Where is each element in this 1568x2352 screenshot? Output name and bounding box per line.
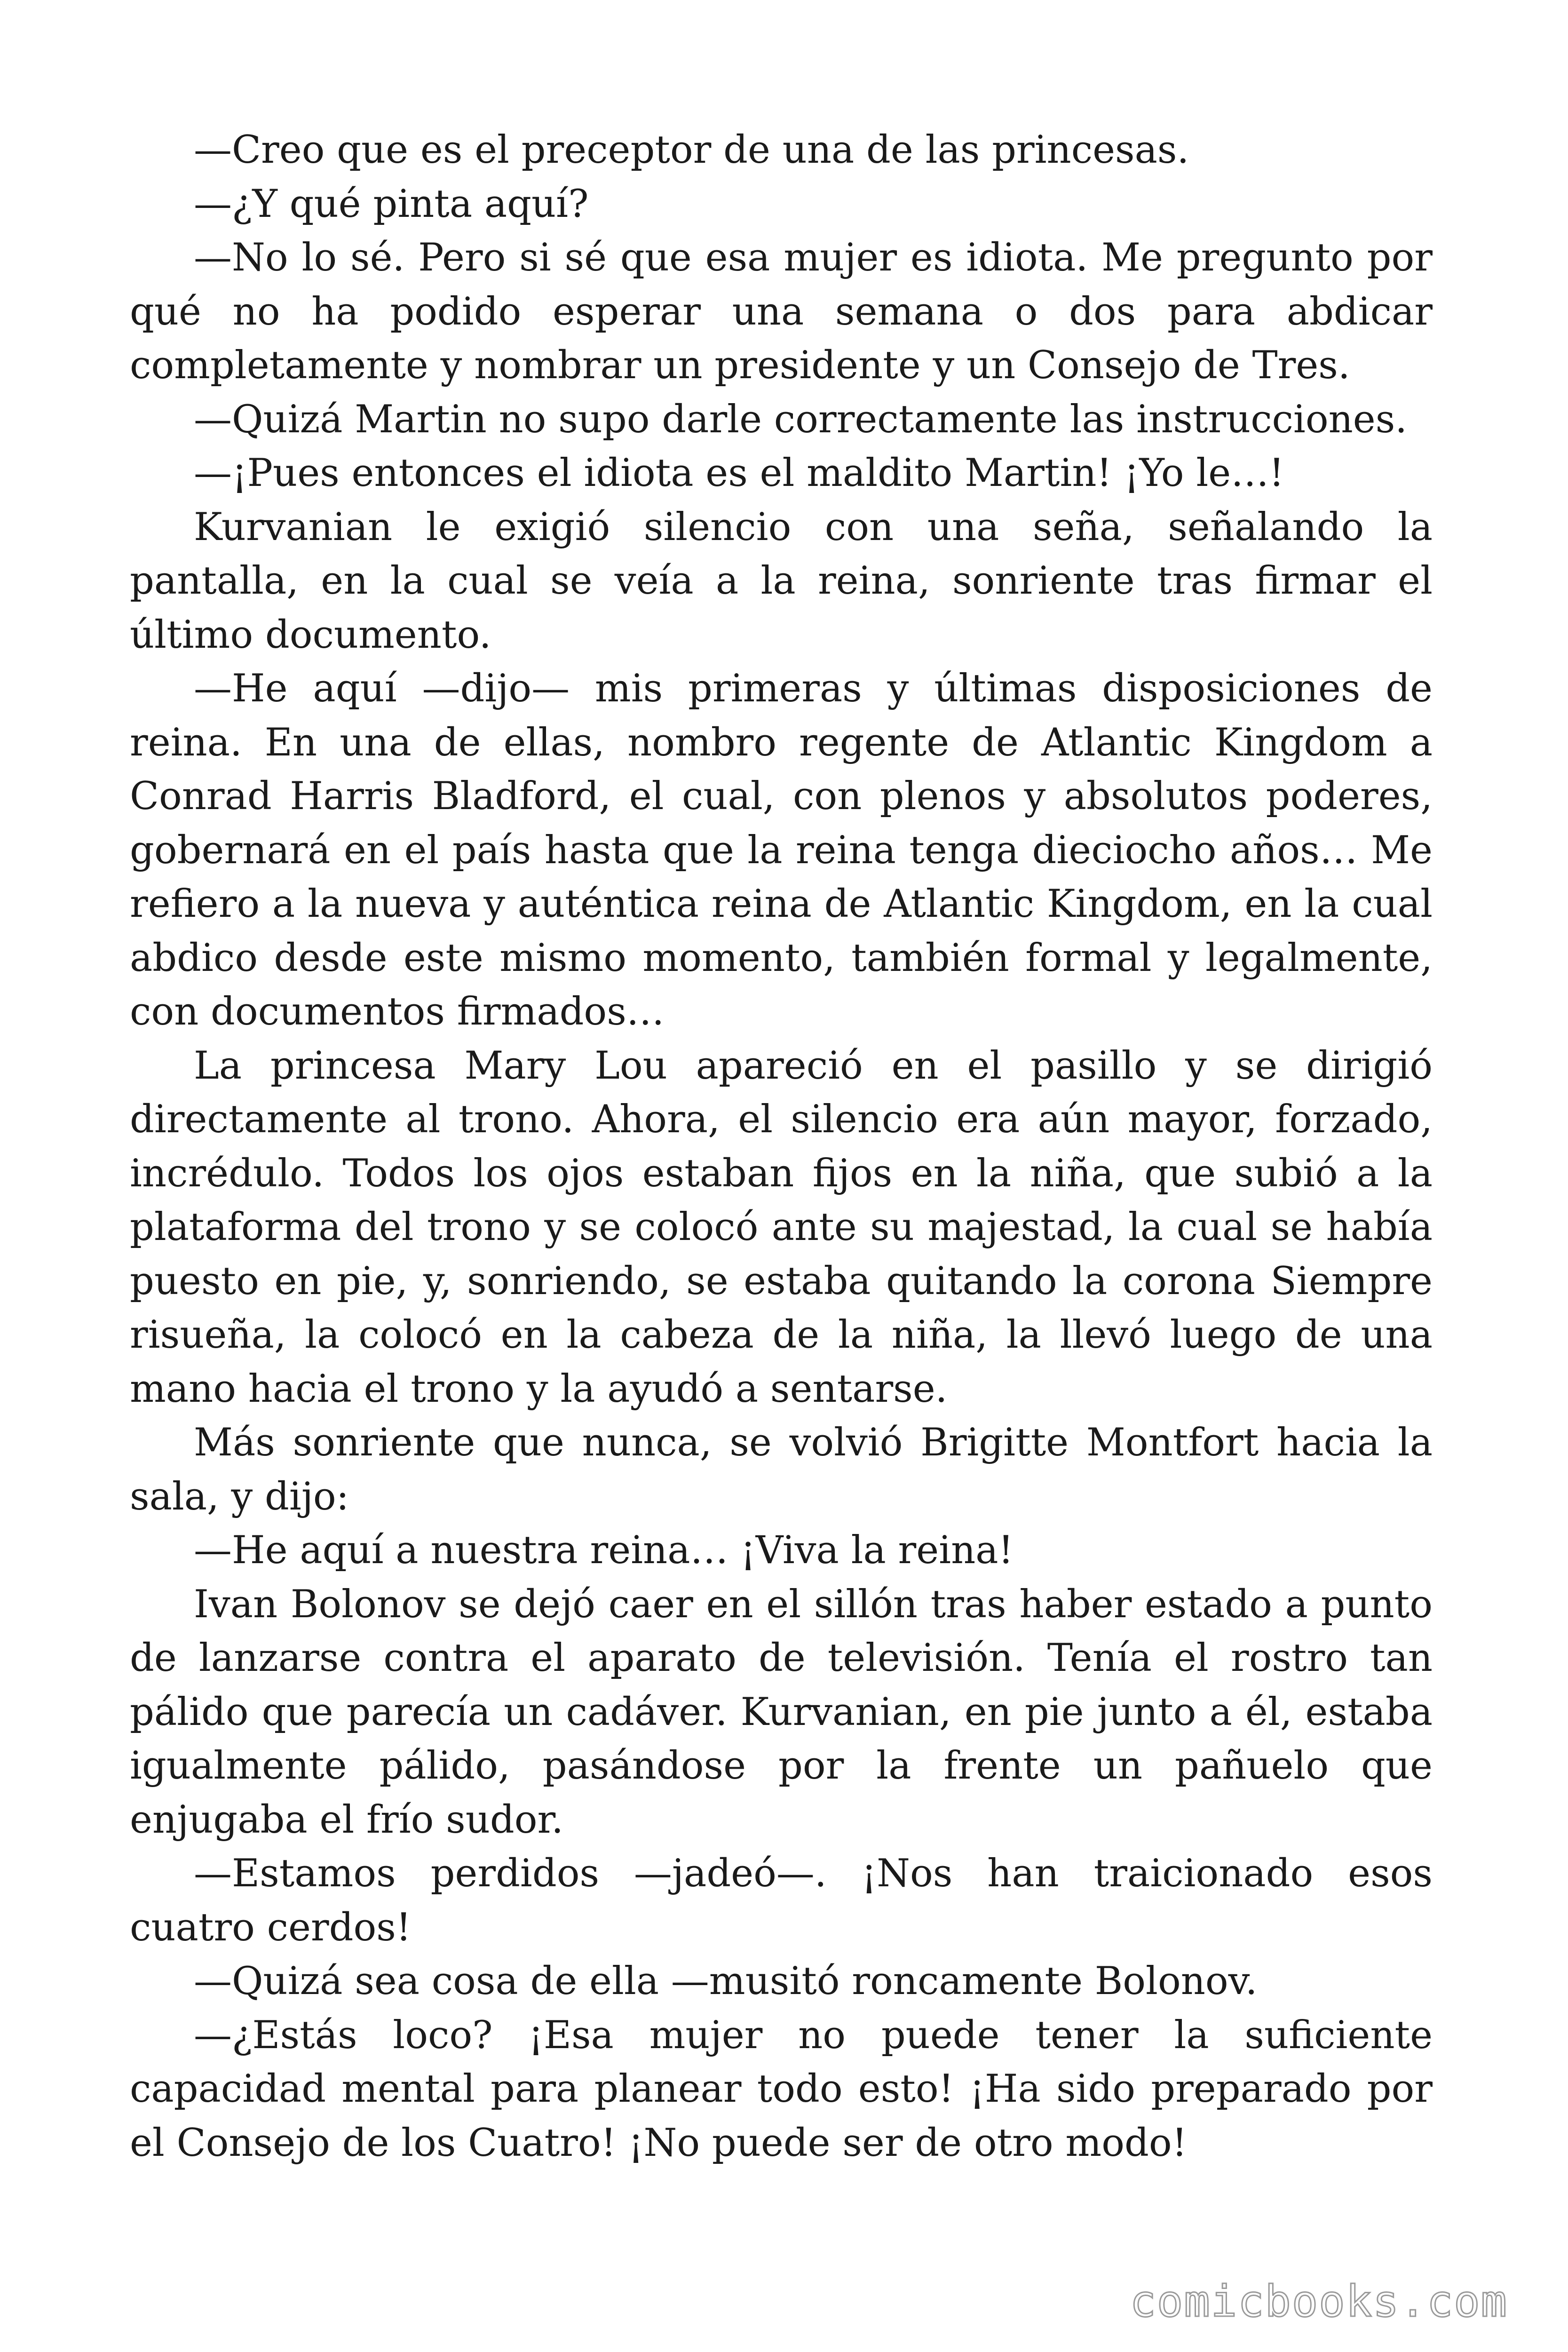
paragraph-2: —¿Y qué pinta aquí?: [194, 182, 589, 226]
paragraph-4: —Quizá Martin no supo darle correctamente las instrucciones.: [194, 397, 1408, 442]
paragraph-10: —He aquí a nuestra reina… ¡Viva la reina!: [194, 1528, 1014, 1573]
paragraph-9: Más sonriente que nunca, se volvió Brigitte Montfort hacia la sala, y dijo:: [130, 1421, 1433, 1519]
body-text: [130, 123, 1433, 2170]
paragraph-5: —¡Pues entonces el idiota es el maldito Martin! ¡Yo le…!: [194, 451, 1284, 495]
paragraph-14: —¿Estás loco? ¡Esa mujer no puede tener la suficiente capacidad mental para planear todo esto! ¡Ha sido preparado por el Consejo de los Cuatro! ¡No puede ser de otro modo!: [130, 2013, 1433, 2165]
paragraph-6: Kurvanian le exigió silencio con una seña, señalando la pantalla, en la cual se veía a la reina, sonriente tras firmar el último documento.: [130, 505, 1433, 657]
paragraph-13: —Quizá sea cosa de ella —musitó roncamente Bolonov.: [194, 1959, 1258, 2003]
paragraph-7: —He aquí —dijo— mis primeras y últimas disposiciones de reina. En una de ellas, nombro regente de Atlantic Kingdom a Conrad Harris Bladford, el cual, con plenos y absolutos poderes, gobernará en el país hasta que la reina tenga dieciocho años… Me refiero a la nueva y auténtica reina de Atlantic Kingdom, en la cual abdico desde este mismo momento, también formal y legalmente, con documentos firmados…: [130, 667, 1433, 1034]
paragraph-3: —No lo sé. Pero si sé que esa mujer es idiota. Me pregunto por qué no ha podido esperar una semana o dos para abdicar completamente y nombrar un presidente y un Consejo de Tres.: [130, 236, 1433, 388]
paragraph-8: La princesa Mary Lou apareció en el pasillo y se dirigió directamente al trono. Ahora, el silencio era aún mayor, forzado, incrédulo. Todos los ojos estaban fijos en la niña, que subió a la plataforma del trono y se colocó ante su majestad, la cual se había puesto en pie, y, sonriendo, se estaba quitando la corona Siempre risueña, la colocó en la cabeza de la niña, la llevó luego de una mano hacia el trono y la ayudó a sentarse.: [130, 1043, 1433, 1411]
paragraph-1: —Creo que es el preceptor de una de las princesas.: [194, 128, 1189, 172]
paragraph-12: —Estamos perdidos —jadeó—. ¡Nos han traicionado esos cuatro cerdos!: [130, 1851, 1433, 1950]
paragraph-11: Ivan Bolonov se dejó caer en el sillón tras haber estado a punto de lanzarse contra el aparato de televisión. Tenía el rostro tan pálido que parecía un cadáver. Kurvanian, en pie junto a él, estaba igualmente pálido, pasándose por la frente un pañuelo que enjugaba el frío sudor.: [130, 1582, 1433, 1842]
watermark: comicbooks.com: [1130, 2276, 1508, 2327]
